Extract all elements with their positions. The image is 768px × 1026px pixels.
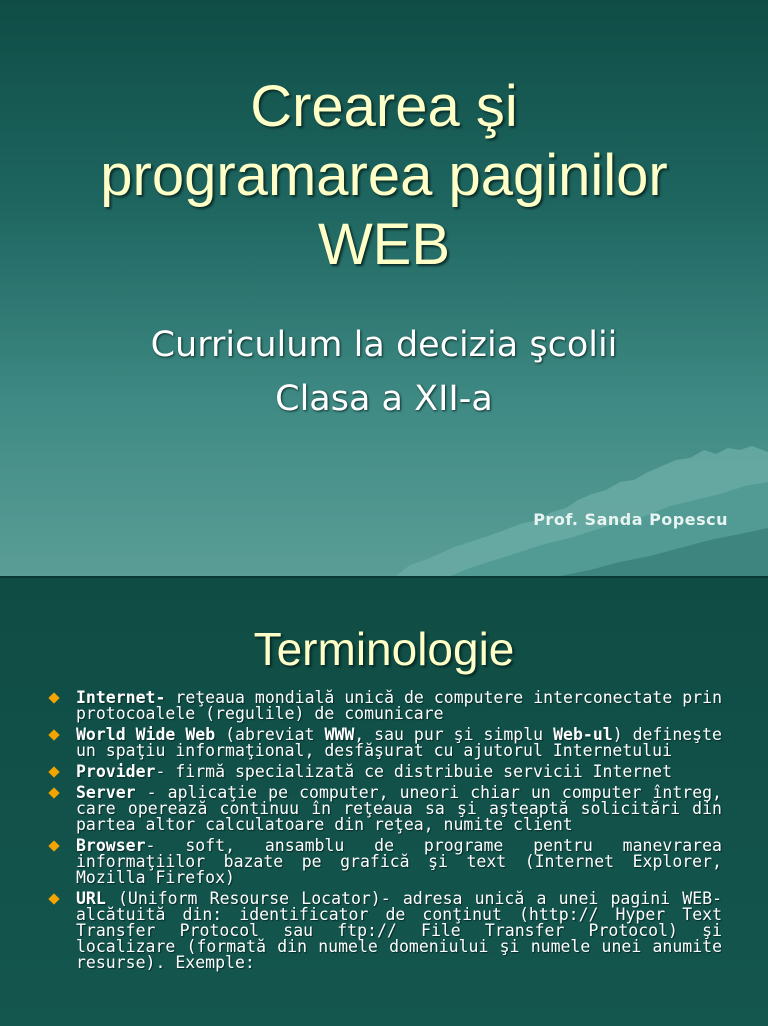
title-line: Crearea şi xyxy=(250,74,518,139)
term-text: ) defineşte un spaţiu informaţional, desfăşurat cu ajutorul Internetului xyxy=(76,725,722,760)
mountain-illustration xyxy=(0,420,768,576)
author-name: Prof. Sanda Popescu xyxy=(533,510,728,529)
title-line: WEB xyxy=(317,212,451,277)
term-keyword: World Wide Web xyxy=(76,725,216,744)
slide-subtitle xyxy=(0,318,768,426)
bullet-list xyxy=(44,690,722,976)
subtitle-line: Curriculum la decizia şcolii xyxy=(150,325,618,365)
term-keyword: Internet- xyxy=(76,688,166,707)
bullet-item xyxy=(44,785,722,833)
diamond-bullet-icon xyxy=(48,893,59,904)
term-text: - firmă specializată ce distribuie servicii Internet xyxy=(155,762,673,781)
term-text: (Uniform Resourse Locator)- adresa unică a unei pagini WEB- alcătuită din: identificator de conţinut (http:// Hyper Text Transfer Protocol sau ftp:// File Transfer Protocol) şi localizare (formată din numele domeniului şi numele unei anumite resurse). Exemple: xyxy=(76,889,722,972)
diamond-bullet-icon xyxy=(48,692,59,703)
term-text: , sau pur şi simplu xyxy=(354,725,554,744)
title-line: programarea paginilor xyxy=(100,143,668,208)
term-text: (abreviat xyxy=(215,725,325,744)
diamond-bullet-icon xyxy=(48,729,59,740)
bullet-item xyxy=(44,690,722,722)
term-keyword: Provider xyxy=(76,762,156,781)
term-text: reţeaua mondială unică de computere interconectate prin protocoalele (regulile) de comunicare xyxy=(76,688,722,723)
term-keyword: URL xyxy=(76,889,106,908)
term-keyword: WWW xyxy=(324,725,355,744)
bullet-item xyxy=(44,891,722,971)
slide-title xyxy=(0,72,768,279)
bullet-item xyxy=(44,838,722,886)
term-keyword: Browser xyxy=(76,836,146,855)
term-keyword: Server xyxy=(76,783,136,802)
subtitle-line: Clasa a XII-a xyxy=(275,379,493,419)
bullet-item xyxy=(44,764,722,780)
diamond-bullet-icon xyxy=(48,766,59,777)
term-keyword: Web-ul xyxy=(553,725,613,744)
terminology-slide xyxy=(0,576,768,1026)
term-text: - soft, ansamblu de programe pentru manevrarea informaţiilor bazate pe grafică şi text (Internet Explorer, Mozilla Firefox) xyxy=(76,836,722,887)
slide-title: Terminologie xyxy=(253,623,515,675)
diamond-bullet-icon xyxy=(48,840,59,851)
bullet-item xyxy=(44,727,722,759)
diamond-bullet-icon xyxy=(48,787,59,798)
term-text: - aplicaţie pe computer, uneori chiar un computer întreg, care operează continuu în reţeaua sa şi aşteaptă solicitări din partea altor calculatoare din reţea, numite client xyxy=(76,783,722,834)
